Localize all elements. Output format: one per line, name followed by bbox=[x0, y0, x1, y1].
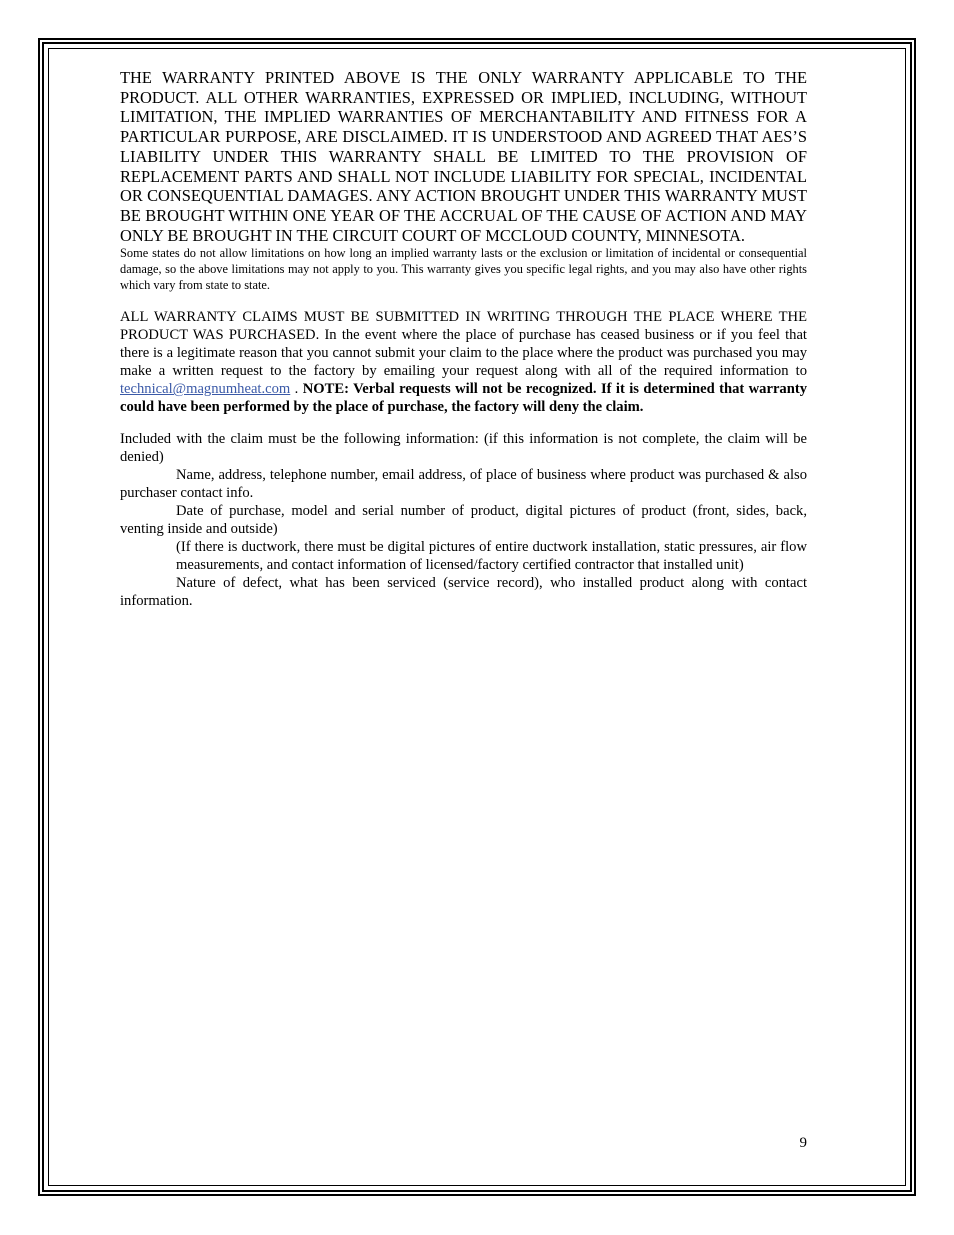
warranty-disclaimer: THE WARRANTY PRINTED ABOVE IS THE ONLY WARRANTY APPLICABLE TO THE PRODUCT. ALL OTHER WARRANTIES, EXPRESSED OR IMPLIED, INCLUDING, WITHOUT LIMITATION, THE IMPLIED WARRANTIES OF MERCHANTABILITY AND FITNESS FOR A PARTICULAR PURPOSE, ARE DISCLAIMED. IT IS UNDERSTOOD AND AGREED THAT AES’S LIABILITY UNDER THIS WARRANTY SHALL BE LIMITED TO THE PROVISION OF REPLACEMENT PARTS AND SHALL NOT INCLUDE LIABILITY FOR SPECIAL, INCIDENTAL OR CONSEQUENTIAL DAMAGES. ANY ACTION BROUGHT UNDER THIS WARRANTY MUST BE BROUGHT WITHIN ONE YEAR OF THE ACCRUAL OF THE CAUSE OF ACTION AND MAY ONLY BE BROUGHT IN THE CIRCUIT COURT OF MCCLOUD COUNTY, MINNESOTA. bbox=[120, 68, 807, 245]
claims-intro: ALL WARRANTY CLAIMS MUST BE SUBMITTED IN WRITING THROUGH THE PLACE WHERE THE PRODUCT WAS PURCHASED. In the event where the place of purchase has ceased business or if you feel that there is a legitimate reason that you cannot submit your claim to the place where the product was purchased you may make a written request to the factory by emailing your request along with all of the required information to bbox=[120, 309, 807, 380]
required-info-item-4: Nature of defect, what has been serviced (service record), who installed product along with contact information. bbox=[120, 575, 807, 610]
state-limitations-note: Some states do not allow limitations on how long an implied warranty lasts or the exclusion or limitation of incidental or consequential damage, so the above limitations may not apply to you. This warranty gives you specific legal rights, and you may also have other rights which vary from state to state. bbox=[120, 246, 807, 293]
claims-note: NOTE: Verbal requests will not be recognized. If it is determined that warranty could have been performed by the place of purchase, the factory will deny the claim. bbox=[120, 381, 807, 416]
technical-email-link[interactable]: technical@magnumheat.com bbox=[120, 381, 291, 398]
claims-after-email: . bbox=[290, 381, 303, 398]
required-info-intro: Included with the claim must be the following information: (if this information is not complete, the claim will be denied) bbox=[120, 431, 807, 466]
required-info-item-3: (If there is ductwork, there must be digital pictures of entire ductwork installation, static pressures, air flow measurements, and contact information of licensed/factory certified contractor that installed unit) bbox=[176, 539, 807, 574]
page-number: 9 bbox=[799, 1135, 807, 1151]
document-body bbox=[120, 68, 807, 610]
required-info-item-1: Name, address, telephone number, email address, of place of business where product was purchased & also purchaser contact info. bbox=[120, 467, 807, 502]
required-info-item-2: Date of purchase, model and serial number of product, digital pictures of product (front, sides, back, venting inside and outside) bbox=[120, 503, 807, 538]
warranty-claims-paragraph bbox=[120, 308, 807, 416]
